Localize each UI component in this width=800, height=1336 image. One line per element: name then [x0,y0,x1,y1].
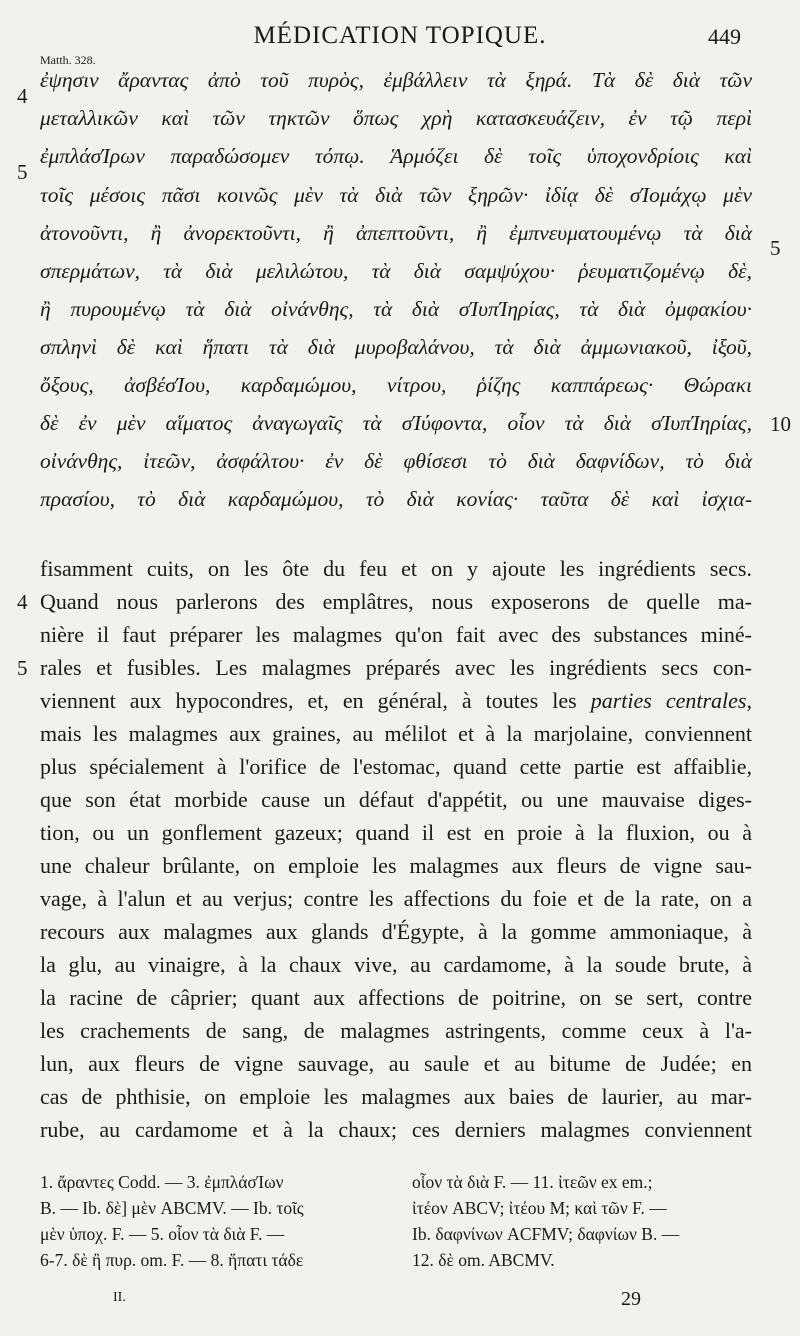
french-line: mais les malagmes aux graines, au mélilot et à la marjolaine, conviennent [40,721,752,746]
sheet-number: 29 [621,1288,641,1310]
note-line: 1. ἄραντες Codd. — 3. ἐμπλάσΊων [40,1172,284,1192]
greek-line: ἐμπλάσΊρων παραδώσομεν τόπῳ. Ἁρμόζει δὲ τοῖς ὑποχονδρίοις καὶ [40,144,752,168]
french-line: une chaleur brûlante, on emploie les malagmes aux fleurs de vigne sau- [40,853,752,878]
greek-line: σπληνὶ δὲ καὶ ἥπατι τὰ διὰ μυροβαλάνου, τὰ διὰ ἀμμωνιακοῦ, ἰξοῦ, [40,335,752,359]
reference-marker: Matth. 328. [40,53,96,67]
greek-line: τοῖς μέσοις πᾶσι κοινῶς μὲν τὰ διὰ τῶν ξηρῶν· ἰδίᾳ δὲ σΊομάχῳ μὲν [40,183,752,207]
note-line: B. — Ib. δὲ] μὲν ABCMV. — Ib. τοῖς [40,1198,304,1218]
note-line: μὲν ὑποχ. F. — 5. οἷον τὰ διὰ F. — [40,1224,285,1244]
french-line: la glu, au vinaigre, à la chaux vive, au cardamome, à la soude brute, à [40,952,752,977]
line-number-left: 5 [17,160,28,184]
french-line: cas de phthisie, on emploie les malagmes aux baies de laurier, au mar- [40,1084,752,1109]
note-line: ἰτέον ABCV; ἰτέου M; καὶ τῶν F. — [412,1198,667,1218]
french-line: recours aux malagmes aux glands d'Égypte, à la gomme ammoniaque, à [40,919,752,944]
french-line: les crachements de sang, de malagmes astringents, comme ceux à l'a- [40,1018,752,1043]
french-line: que son état morbide cause un défaut d'appétit, ou une mauvaise diges- [40,787,752,812]
page-number: 449 [708,24,741,49]
french-line: viennent aux hypocondres, et, en général, à toutes les parties centrales, [40,688,752,713]
french-line: rube, au cardamome et à la chaux; ces derniers malagmes conviennent [40,1117,752,1142]
greek-line: ὄξους, ἀσβέσΊου, καρδαμώμου, νίτρου, ῥίζης καππάρεως· Θώρακι [40,373,752,397]
french-line: nière il faut préparer les malagmes qu'on fait avec des substances miné- [40,622,752,647]
line-number-left: 5 [17,656,28,680]
french-line: vage, à l'alun et au verjus; contre les affections du foie et de la rate, on a [40,886,752,911]
greek-line: σπερμάτων, τὰ διὰ μελιλώτου, τὰ διὰ σαμψύχου· ῥευματιζομένῳ δὲ, [40,259,752,283]
greek-line: δὲ ἐν μὲν αἵματος ἀναγωγαῖς τὰ σΊύφοντα, οἷον τὰ διὰ σΊυπΊηρίας, [40,411,752,435]
note-line: 12. δὲ om. ABCMV. [412,1250,555,1270]
french-line: rales et fusibles. Les malagmes préparés avec les ingrédients secs con- [40,655,752,680]
running-title: MÉDICATION TOPIQUE. [253,22,547,49]
line-number-left: 4 [17,590,28,614]
greek-line: ἀτονοῦντι, ἢ ἀνορεκτοῦντι, ἢ ἀπεπτοῦντι, ἢ ἐμπνευματουμένῳ τὰ διὰ [40,221,752,245]
line-number-right: 5 [770,236,781,260]
greek-line: ἐψησιν ἄραντας ἀπὸ τοῦ πυρὸς, ἐμβάλλειν τὰ ξηρά. Τὰ δὲ διὰ τῶν [40,68,752,92]
french-line: lun, aux fleurs de vigne sauvage, au saule et au bitume de Judée; en [40,1051,752,1076]
greek-line: μεταλλικῶν καὶ τῶν τηκτῶν ὅπως χρὴ κατασκευάζειν, ἐν τῷ περὶ [40,106,752,130]
french-line: fisamment cuits, on les ôte du feu et on y ajoute les ingrédients secs. [40,556,752,581]
greek-line: ἢ πυρουμένῳ τὰ διὰ οἰνάνθης, τὰ διὰ σΊυπΊηρίας, τὰ διὰ ὀμφακίου· [40,297,752,321]
french-line: Quand nous parlerons des emplâtres, nous exposerons de quelle ma- [40,589,752,614]
french-line: tion, ou un gonflement gazeux; quand il est en proie à la fluxion, ou à [40,820,752,845]
note-line: Ib. δαφνίνων ACFMV; δαφνίων B. — [412,1224,680,1244]
greek-line: οἰνάνθης, ἰτεῶν, ἀσφάλτου· ἐν δὲ φθίσεσι τὸ διὰ δαφνίδων, τὸ διὰ [40,449,752,473]
greek-line: πρασίου, τὸ διὰ καρδαμώμου, τὸ διὰ κονίας· ταῦτα δὲ καὶ ἰσχια- [40,487,752,511]
signature-mark: II. [113,1290,126,1305]
line-number-left: 4 [17,84,28,108]
note-line: 6-7. δὲ ἢ πυρ. om. F. — 8. ἥπατι τάδε [40,1250,304,1270]
french-line: la racine de câprier; quant aux affections de poitrine, on se sert, contre [40,985,752,1010]
french-line: plus spécialement à l'orifice de l'estomac, quand cette partie est affaiblie, [40,754,752,779]
note-line: οἷον τὰ διὰ F. — 11. ἰτεῶν ex em.; [412,1172,653,1192]
line-number-right: 10 [770,412,791,436]
